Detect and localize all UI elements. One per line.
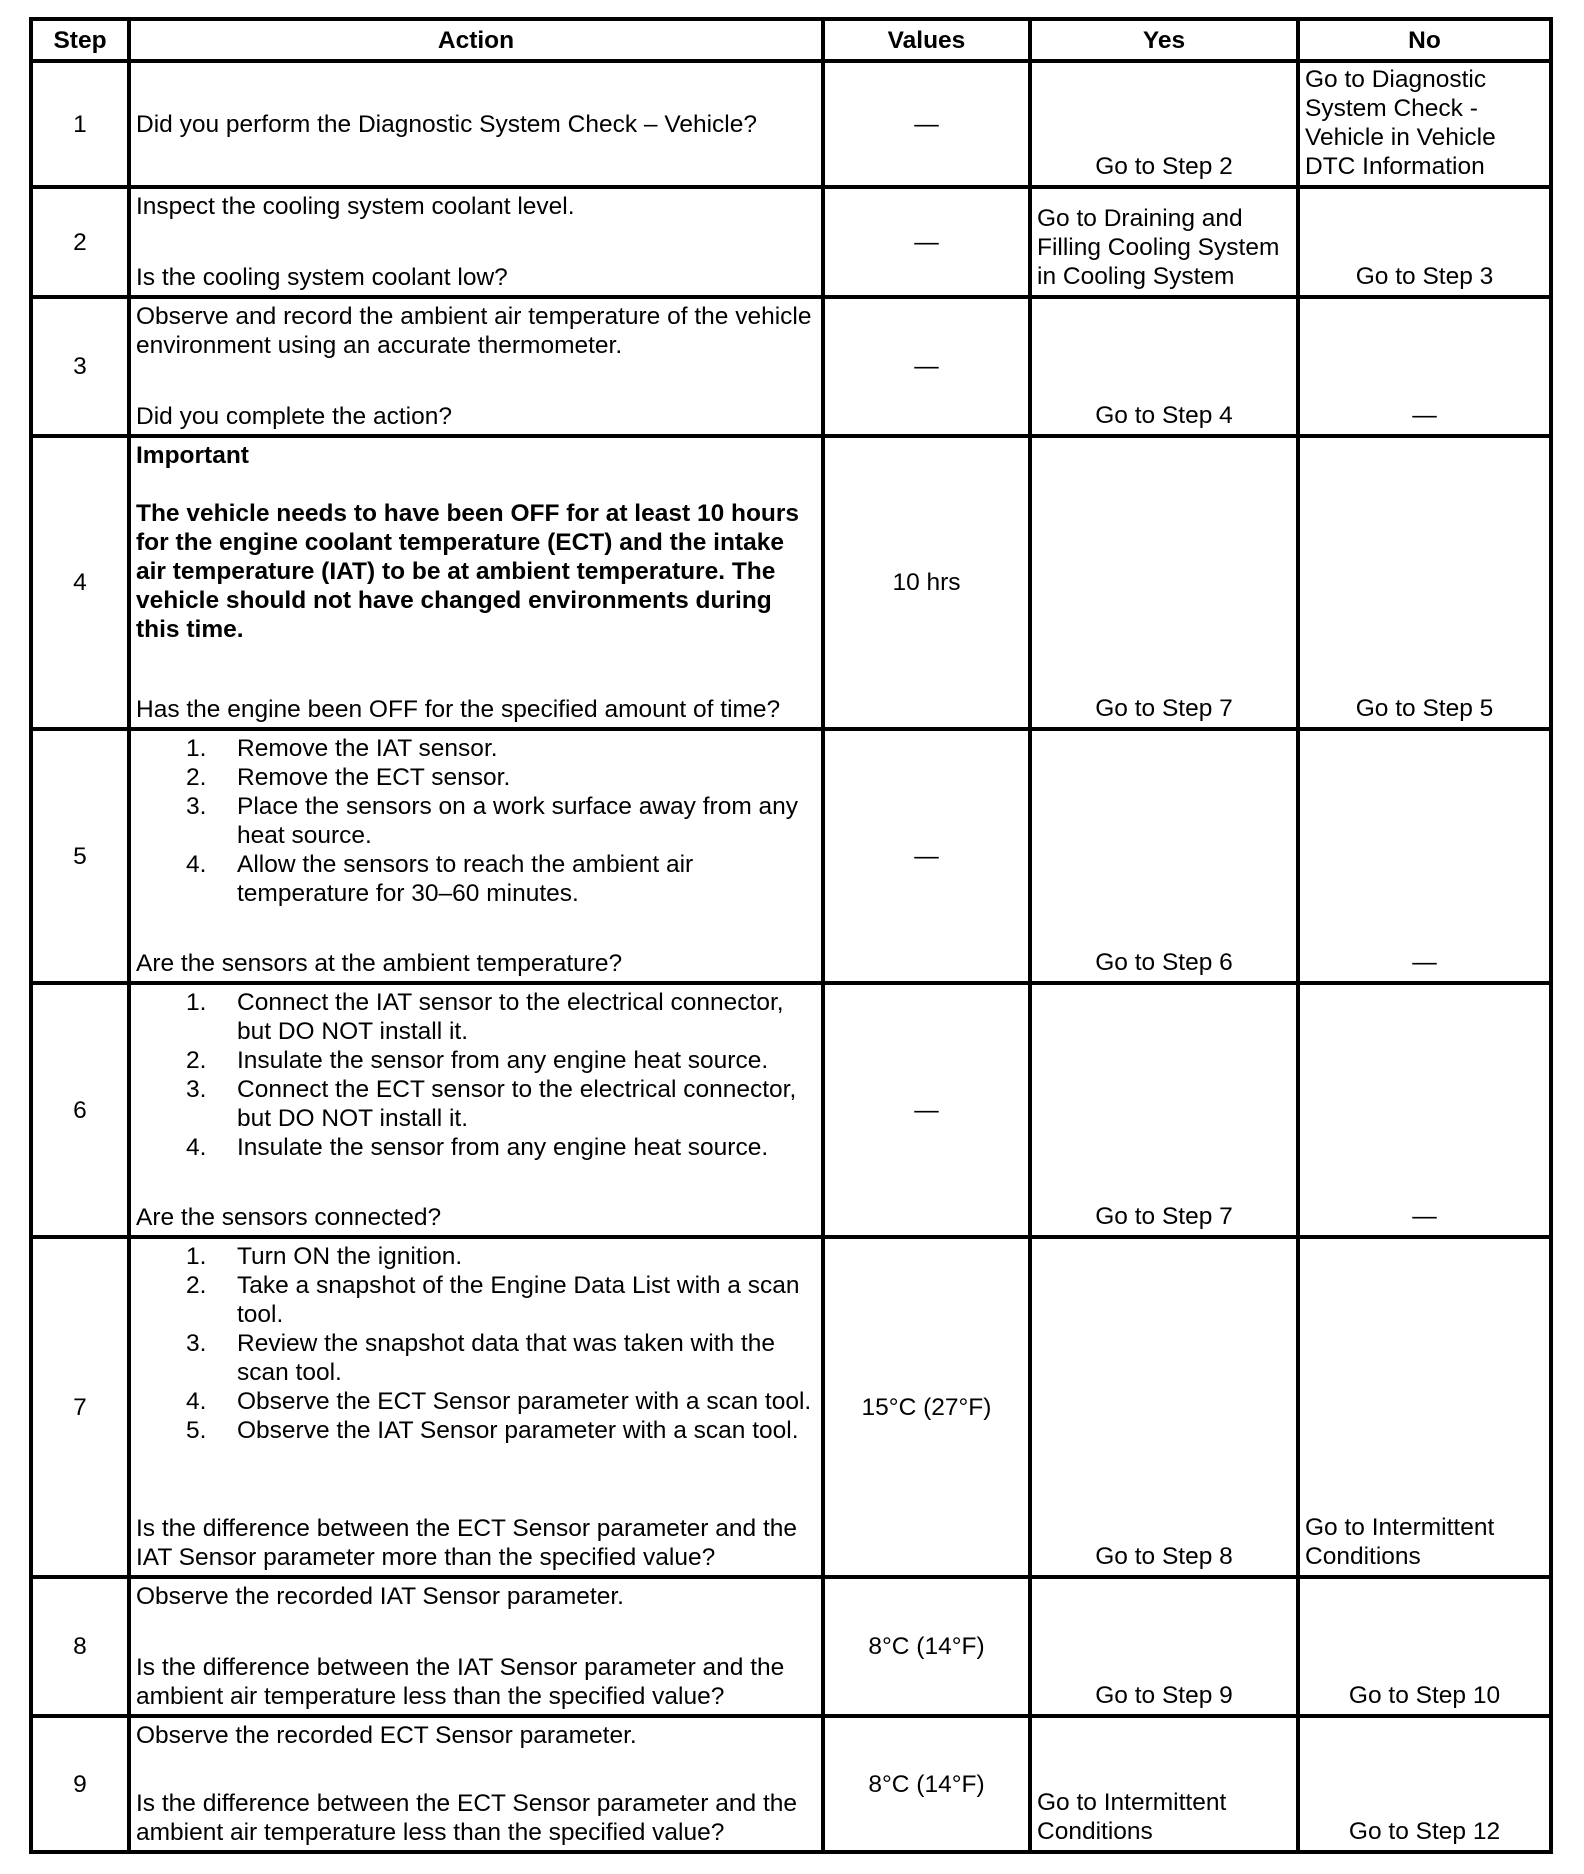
- step-number: 4: [31, 436, 129, 729]
- action-question: Is the difference between the IAT Sensor parameter and the ambient air temperature less than the specified value?: [136, 1654, 785, 1710]
- no-cell: [1298, 436, 1551, 729]
- list-item: 1. Remove the IAT sensor.: [186, 735, 498, 762]
- header-action: Action: [129, 19, 823, 61]
- no-link[interactable]: Go to Step 12: [1348, 1818, 1501, 1845]
- step-number: 8: [31, 1577, 129, 1716]
- yes-link[interactable]: Go to Step 6: [1095, 949, 1233, 976]
- table-row: [31, 983, 1551, 1237]
- action-instruction: Inspect the cooling system coolant level.: [136, 193, 575, 220]
- no-cell: [1298, 187, 1551, 297]
- value-cell: —: [823, 729, 1030, 983]
- table-row: [31, 729, 1551, 983]
- list-item: 5. Observe the IAT Sensor parameter with a scan tool.: [186, 1417, 799, 1444]
- step-number: 1: [31, 61, 129, 187]
- yes-link[interactable]: Go to Step 2: [1095, 153, 1233, 180]
- action-cell: [129, 187, 823, 297]
- list-item: 3. Review the snapshot data that was taken with the scan tool.: [186, 1330, 775, 1386]
- value-cell: —: [823, 61, 1030, 187]
- list-item: 2. Remove the ECT sensor.: [186, 764, 511, 791]
- yes-cell: [1030, 297, 1298, 436]
- action-question: Is the difference between the ECT Sensor parameter and the ambient air temperature less than the specified value?: [136, 1790, 797, 1846]
- no-cell: [1298, 1716, 1551, 1852]
- header-step: Step: [31, 19, 129, 61]
- list-item: 2. Take a snapshot of the Engine Data List with a scan tool.: [186, 1272, 800, 1328]
- list-item: 2. Insulate the sensor from any engine heat source.: [186, 1047, 769, 1074]
- list-item: 1. Turn ON the ignition.: [186, 1243, 463, 1270]
- table-row: [31, 297, 1551, 436]
- step-number: 2: [31, 187, 129, 297]
- value-cell: —: [823, 187, 1030, 297]
- no-link[interactable]: Go to Intermittent Conditions: [1305, 1514, 1495, 1570]
- value-cell: 15°C (27°F): [823, 1237, 1030, 1577]
- procedure-list: [136, 1242, 815, 1445]
- yes-cell: [1030, 983, 1298, 1237]
- yes-cell: [1030, 1237, 1298, 1577]
- step-number: 6: [31, 983, 129, 1237]
- header-yes: Yes: [1030, 19, 1298, 61]
- table-row: [31, 61, 1551, 187]
- action-question: Are the sensors connected?: [136, 1204, 442, 1231]
- table-row: [31, 436, 1551, 729]
- header-no: No: [1298, 19, 1551, 61]
- action-question: Did you perform the Diagnostic System Check – Vehicle?: [136, 110, 757, 138]
- yes-link[interactable]: Go to Intermittent Conditions: [1037, 1789, 1227, 1845]
- action-question: Has the engine been OFF for the specified amount of time?: [136, 696, 781, 723]
- value-cell: 10 hrs: [823, 436, 1030, 729]
- list-item: 4. Observe the ECT Sensor parameter with a scan tool.: [186, 1388, 812, 1415]
- action-instruction: Observe the recorded ECT Sensor parameter.: [136, 1722, 637, 1749]
- yes-cell: [1030, 1577, 1298, 1716]
- yes-link[interactable]: Go to Step 7: [1095, 695, 1233, 722]
- table-row: [31, 187, 1551, 297]
- value-cell: 8°C (14°F): [823, 1716, 1030, 1852]
- action-question: Is the cooling system coolant low?: [136, 264, 508, 291]
- yes-cell: [1030, 729, 1298, 983]
- no-cell: [1298, 297, 1551, 436]
- action-cell: [129, 1577, 823, 1716]
- yes-link[interactable]: Go to Draining and Filling Cooling System in Cooling System: [1037, 205, 1280, 290]
- action-cell: [129, 61, 823, 187]
- table-row: [31, 1716, 1551, 1852]
- yes-cell: [1030, 1716, 1298, 1852]
- no-cell: [1298, 61, 1551, 187]
- no-cell: [1298, 729, 1551, 983]
- list-item: 3. Place the sensors on a work surface away from any heat source.: [186, 793, 799, 849]
- value-cell: —: [823, 983, 1030, 1237]
- no-link[interactable]: Go to Step 5: [1355, 695, 1494, 722]
- action-question: Is the difference between the ECT Sensor parameter and the IAT Sensor parameter more than the specified value?: [136, 1515, 797, 1571]
- value-cell: 8°C (14°F): [823, 1577, 1030, 1716]
- step-number: 7: [31, 1237, 129, 1577]
- action-question: Are the sensors at the ambient temperature?: [136, 950, 623, 977]
- no-link[interactable]: Go to Step 3: [1355, 263, 1494, 290]
- action-cell: [129, 297, 823, 436]
- value-cell: —: [823, 297, 1030, 436]
- action-cell: [129, 983, 823, 1237]
- important-label: Important: [136, 442, 249, 469]
- yes-link[interactable]: Go to Step 8: [1095, 1543, 1233, 1570]
- yes-cell: [1030, 187, 1298, 297]
- table-row: [31, 1577, 1551, 1716]
- step-number: 3: [31, 297, 129, 436]
- action-instruction: Observe and record the ambient air temperature of the vehicle environment using an accurate thermometer.: [136, 303, 812, 359]
- list-item: 4. Allow the sensors to reach the ambient air temperature for 30–60 minutes.: [186, 851, 694, 907]
- yes-cell: [1030, 61, 1298, 187]
- list-item: 1. Connect the IAT sensor to the electrical connector, but DO NOT install it.: [186, 989, 784, 1045]
- yes-link[interactable]: Go to Step 7: [1095, 1203, 1233, 1230]
- action-cell: [129, 1716, 823, 1852]
- no-cell: [1298, 983, 1551, 1237]
- action-cell: [129, 729, 823, 983]
- header-row: [31, 19, 1551, 61]
- no-link: —: [1412, 949, 1437, 976]
- action-cell: [129, 1237, 823, 1577]
- yes-link[interactable]: Go to Step 4: [1095, 402, 1233, 429]
- action-instruction: Observe the recorded IAT Sensor parameter.: [136, 1583, 624, 1610]
- no-link[interactable]: Go to Step 10: [1348, 1682, 1501, 1709]
- important-note: The vehicle needs to have been OFF for at least 10 hours for the engine coolant temperature (ECT) and the intake air temperature (IAT) to be at ambient temperature. The vehicle should not have changed environments during this time.: [136, 500, 800, 643]
- yes-cell: [1030, 436, 1298, 729]
- step-number: 5: [31, 729, 129, 983]
- diagnostic-table: [29, 17, 1553, 1854]
- step-number: 9: [31, 1716, 129, 1852]
- procedure-list: [136, 988, 815, 1162]
- no-link[interactable]: Go to Diagnostic System Check - Vehicle in Vehicle DTC Information: [1305, 66, 1496, 180]
- no-cell: [1298, 1237, 1551, 1577]
- list-item: 4. Insulate the sensor from any engine heat source.: [186, 1134, 769, 1161]
- action-cell: [129, 436, 823, 729]
- action-question: Did you complete the action?: [136, 403, 452, 430]
- no-link: —: [1412, 1203, 1437, 1230]
- procedure-list: [136, 734, 815, 908]
- header-values: Values: [823, 19, 1030, 61]
- yes-link[interactable]: Go to Step 9: [1095, 1682, 1233, 1709]
- list-item: 3. Connect the ECT sensor to the electrical connector, but DO NOT install it.: [186, 1076, 797, 1132]
- no-cell: [1298, 1577, 1551, 1716]
- table-row: [31, 1237, 1551, 1577]
- no-link: —: [1412, 402, 1437, 429]
